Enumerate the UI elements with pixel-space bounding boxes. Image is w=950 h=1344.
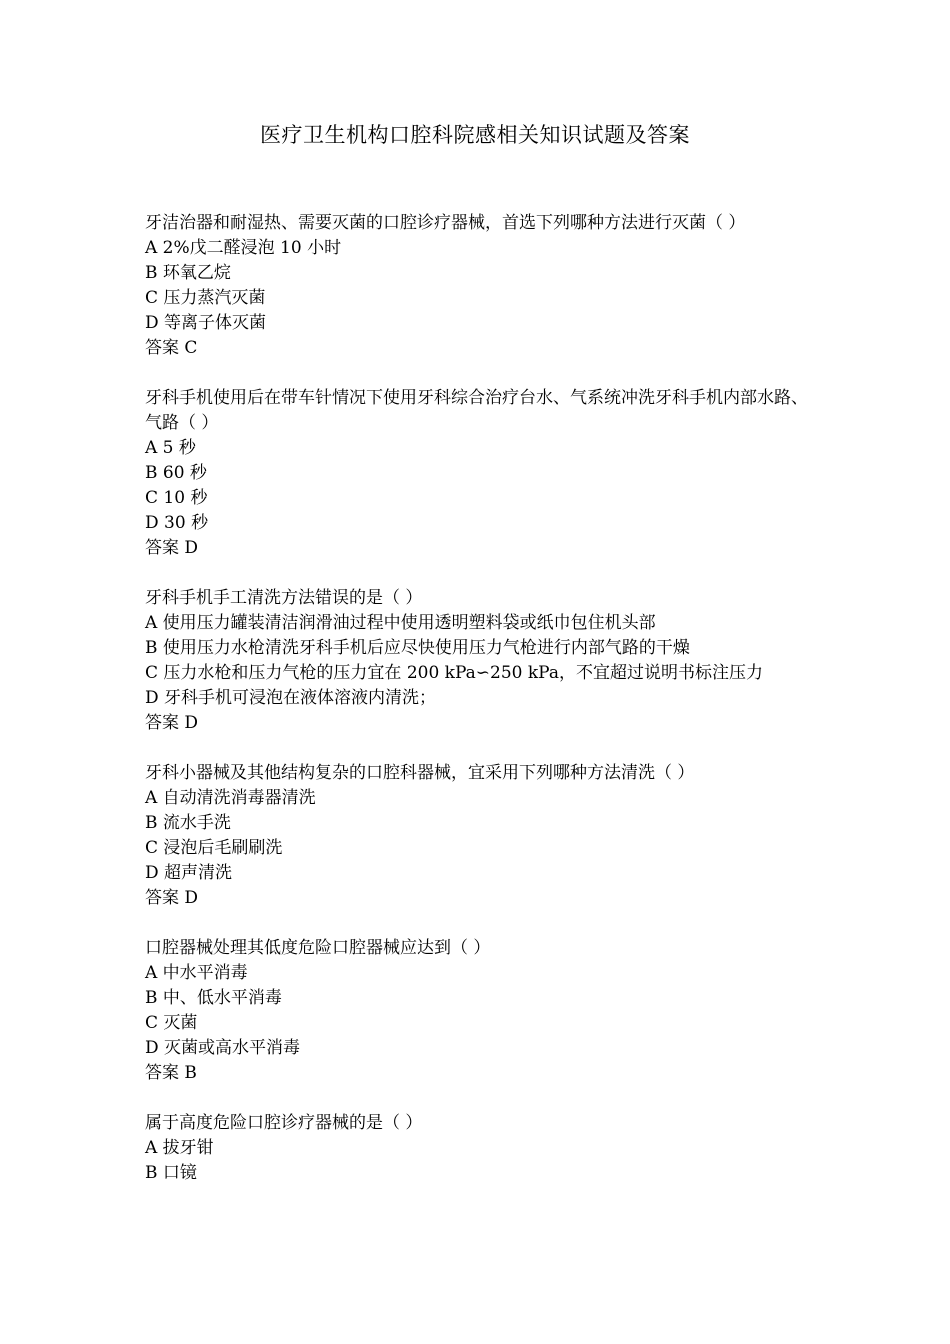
option-a: A 中水平消毒 (145, 963, 248, 983)
option-b: B 中、低水平消毒 (145, 988, 282, 1008)
option-c: C 浸泡后毛刷刷洗 (145, 838, 283, 858)
answer: 答案 D (145, 538, 199, 558)
question-6 (145, 1111, 810, 1186)
option-c: C 压力蒸汽灭菌 (145, 288, 266, 308)
question-3 (145, 586, 810, 736)
question-text: 属于高度危险口腔诊疗器械的是（ ） (145, 1113, 423, 1133)
question-text: 牙科手机手工清洗方法错误的是（ ） (145, 588, 423, 608)
question-text: 牙洁治器和耐湿热、需要灭菌的口腔诊疗器械，首选下列哪种方法进行灭菌（ ） (145, 213, 746, 233)
question-4 (145, 761, 810, 911)
option-d: D 超声清洗 (145, 863, 233, 883)
question-text: 口腔器械处理其低度危险口腔器械应达到（ ） (145, 938, 491, 958)
option-a: A 2%戊二醛浸泡 10 小时 (145, 238, 342, 258)
question-1 (145, 211, 810, 361)
answer: 答案 B (145, 1063, 197, 1083)
document-title: 医疗卫生机构口腔科院感相关知识试题及答案 (260, 123, 690, 147)
option-b: B 60 秒 (145, 463, 207, 483)
question-5 (145, 936, 810, 1086)
option-d: D 牙科手机可浸泡在液体溶液内清洗； (145, 688, 437, 708)
option-a: A 使用压力罐装清洁润滑油过程中使用透明塑料袋或纸巾包住机头部 (145, 613, 656, 633)
question-list (145, 211, 810, 1211)
question-2 (145, 386, 810, 561)
option-c: C 灭菌 (145, 1013, 198, 1033)
option-b: B 使用压力水枪清洗牙科手机后应尽快使用压力气枪进行内部气路的干燥 (145, 638, 690, 658)
answer: 答案 C (145, 338, 198, 358)
option-b: B 环氧乙烷 (145, 263, 231, 283)
question-text: 牙科小器械及其他结构复杂的口腔科器械，宜采用下列哪种方法清洗（ ） (145, 763, 695, 783)
answer: 答案 D (145, 888, 199, 908)
option-a: A 5 秒 (145, 438, 196, 458)
option-b: B 流水手洗 (145, 813, 231, 833)
option-c: C 10 秒 (145, 488, 208, 508)
option-a: A 自动清洗消毒器清洗 (145, 788, 316, 808)
option-d: D 灭菌或高水平消毒 (145, 1038, 301, 1058)
answer: 答案 D (145, 713, 199, 733)
option-a: A 拔牙钳 (145, 1138, 214, 1158)
option-c: C 压力水枪和压力气枪的压力宜在 200 kPa∽250 kPa，不宜超过说明书标注压力 (145, 663, 763, 683)
question-text: 牙科手机使用后在带车针情况下使用牙科综合治疗台水、气系统冲洗牙科手机内部水路、气路（ ） (145, 388, 808, 433)
option-d: D 30 秒 (145, 513, 209, 533)
option-d: D 等离子体灭菌 (145, 313, 267, 333)
option-b: B 口镜 (145, 1163, 197, 1183)
